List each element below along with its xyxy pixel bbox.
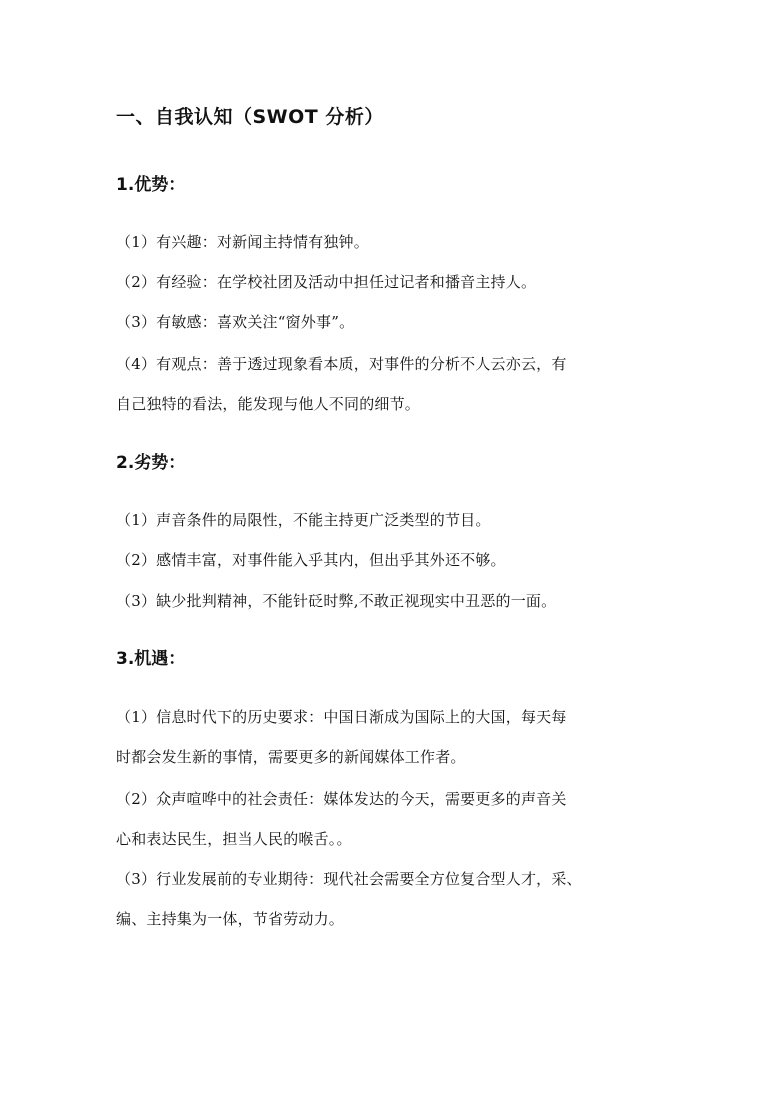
weakness-item-1 [116, 500, 664, 540]
paragraph-line: （3）有敏感：喜欢关注“窗外事”。 [116, 313, 355, 331]
paragraph-line: 编、主持集为一体，节省劳动力。 [116, 910, 345, 928]
paragraph-line: （2）众声喧哗中的社会责任：媒体发达的今天，需要更多的声音关 [116, 790, 567, 808]
weakness-item-3 [116, 581, 664, 621]
paragraph-line: 心和表达民生，担当人民的喉舌。。 [116, 830, 352, 848]
page-title: 一、自我认知（SWOT 分析） [116, 106, 384, 128]
paragraph-line: （1）信息时代下的历史要求：中国日渐成为国际上的大国，每天每 [116, 708, 567, 726]
paragraph-line: （2）感情丰富，对事件能入乎其内，但出乎其外还不够。 [116, 551, 506, 569]
strength-item-1 [116, 222, 664, 262]
weakness-item-2 [116, 540, 664, 580]
opportunity-item-3 [116, 859, 664, 939]
paragraph-line: 时都会发生新的事情，需要更多的新闻媒体工作者。 [116, 748, 466, 766]
section-heading-weaknesses: 2.劣势： [116, 453, 186, 473]
section-heading-opportunities: 3.机遇： [116, 649, 186, 669]
section-heading-strengths: 1.优势： [116, 175, 186, 195]
opportunity-item-1 [116, 697, 664, 777]
paragraph-line: （1）有兴趣：对新闻主持情有独钟。 [116, 233, 369, 251]
paragraph-line: （1）声音条件的局限性，不能主持更广泛类型的节目。 [116, 511, 491, 529]
strength-item-3 [116, 302, 664, 342]
paragraph-line: （4）有观点：善于透过现象看本质，对事件的分析不人云亦云，有 [116, 355, 567, 373]
opportunity-item-2 [116, 779, 664, 859]
paragraph-line: 自己独特的看法，能发现与他人不同的细节。 [116, 395, 421, 413]
paragraph-line: （3）行业发展前的专业期待：现代社会需要全方位复合型人才，采、 [116, 870, 582, 888]
strength-item-4 [116, 344, 664, 424]
paragraph-line: （2）有经验：在学校社团及活动中担任过记者和播音主持人。 [116, 273, 537, 291]
strength-item-2 [116, 262, 664, 302]
paragraph-line: （3）缺少批判精神，不能针砭时弊,不敢正视现实中丑恶的一面。 [116, 592, 557, 610]
